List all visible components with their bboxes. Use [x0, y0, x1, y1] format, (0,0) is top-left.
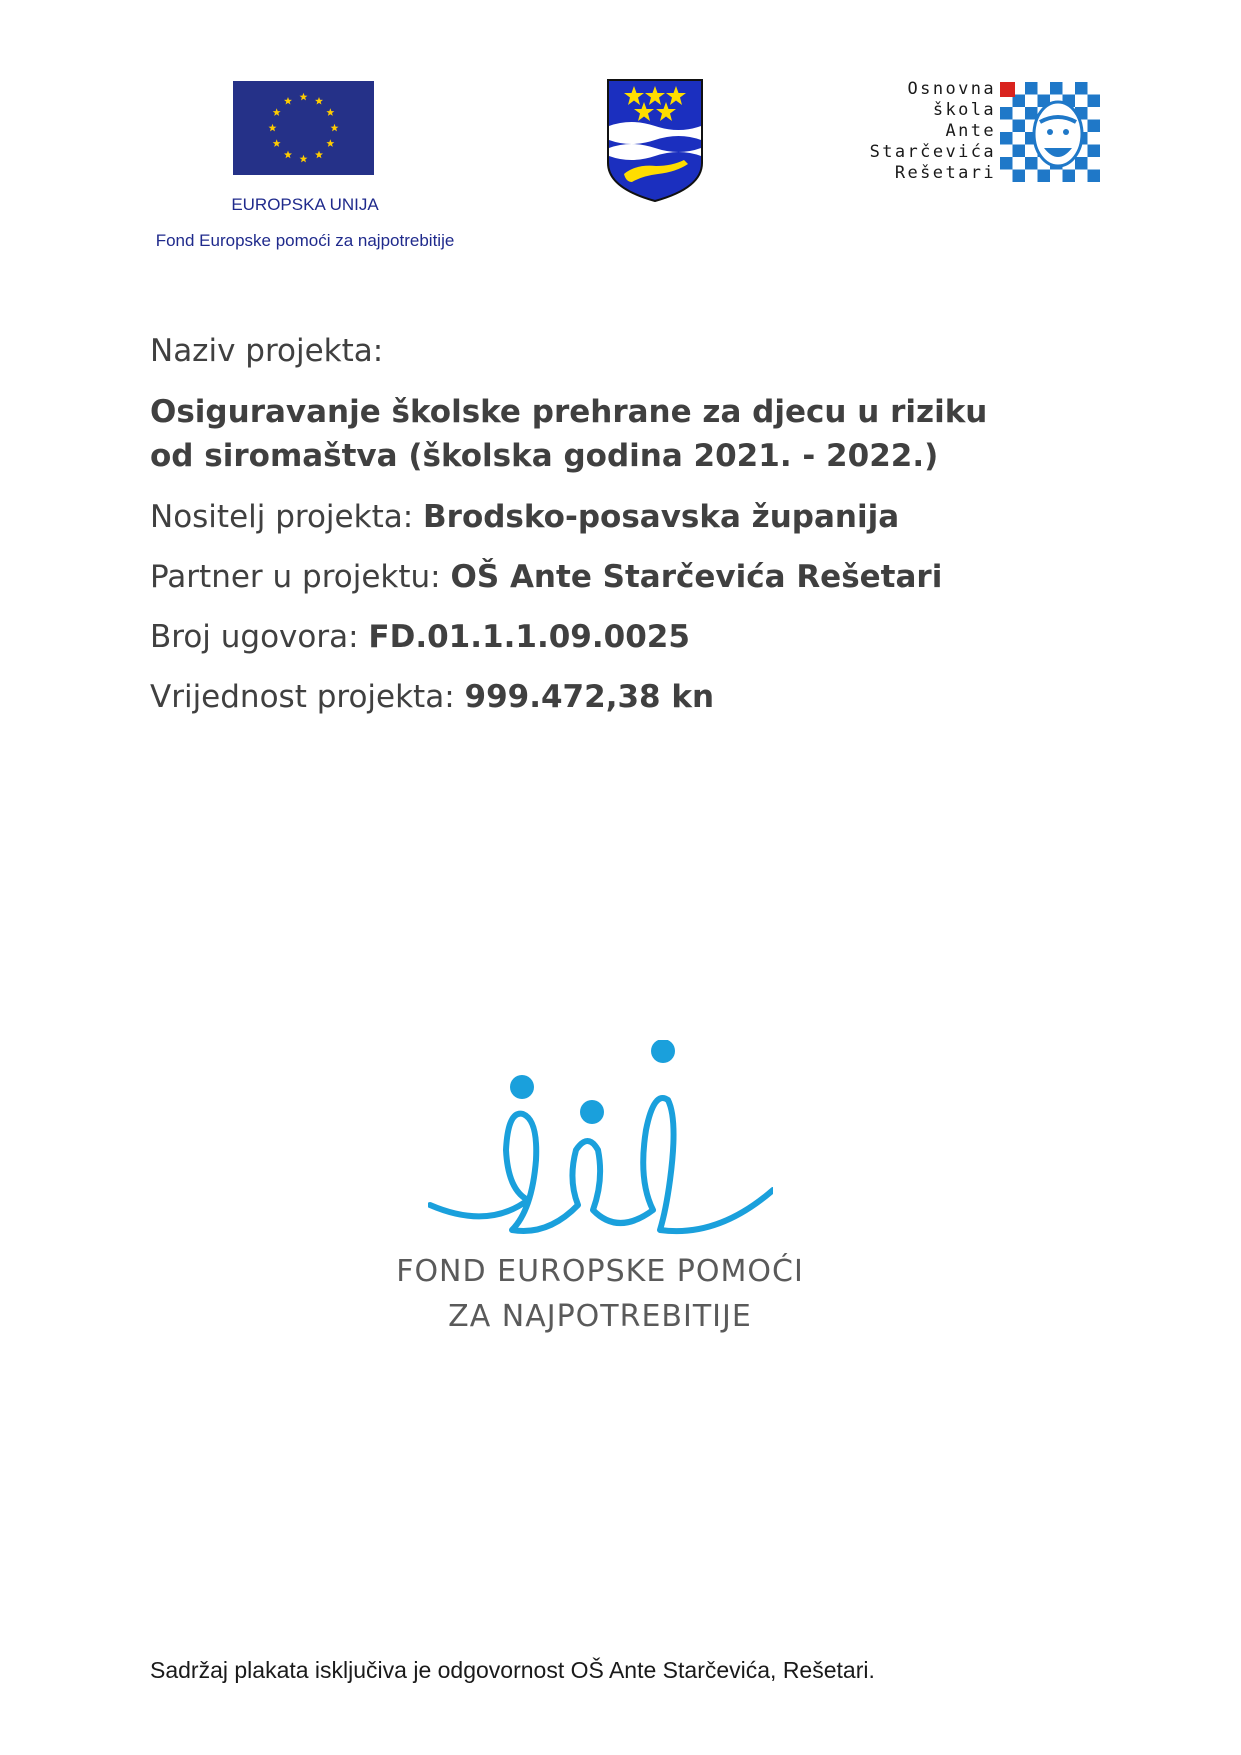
disclaimer-text: Sadržaj plakata isključiva je odgovornost OŠ Ante Starčevića, Rešetari. [150, 1657, 875, 1683]
value-label: Vrijednost projekta: [150, 679, 465, 715]
school-name-logo [850, 79, 996, 184]
partner-label: Partner u projektu: [150, 559, 451, 595]
value-amount: 999.472,38 kn [464, 679, 715, 715]
eu-title: EUROPSKA UNIJA [231, 195, 379, 214]
eu-flag-logo [233, 81, 374, 175]
school-line: Ante [945, 121, 996, 141]
project-title-line: od siromaštva (školska godina 2021. - 2022.) [150, 438, 939, 474]
school-line: škola [932, 100, 996, 120]
school-line: Starčevića [869, 142, 996, 162]
fund-figures-logo [428, 1040, 773, 1245]
school-line: Osnovna [907, 79, 996, 99]
project-value [150, 677, 1110, 717]
project-title [150, 390, 1110, 478]
holder-value: Brodsko-posavska županija [423, 499, 900, 535]
fund-logo-line1: FOND EUROPSKE POMOĆI [396, 1254, 804, 1289]
project-title-line: Osiguravanje školske prehrane za djecu u riziku [150, 394, 988, 430]
county-coat-of-arms [606, 78, 704, 203]
fund-logo-line2: ZA NAJPOTREBITIJE [448, 1299, 752, 1334]
contract-number [150, 617, 1110, 657]
school-line: Rešetari [894, 163, 996, 183]
contract-value: FD.01.1.1.09.0025 [368, 619, 690, 655]
project-holder [150, 497, 1110, 537]
project-partner [150, 557, 1110, 597]
partner-value: OŠ Ante Starčevića Rešetari [450, 559, 943, 595]
project-name-label: Naziv projekta: [150, 333, 384, 369]
holder-label: Nositelj projekta: [150, 499, 424, 535]
contract-label: Broj ugovora: [150, 619, 369, 655]
school-checkerboard-portrait-icon [1000, 82, 1100, 182]
eu-fund-name: Fond Europske pomoći za najpotrebitije [155, 231, 455, 250]
